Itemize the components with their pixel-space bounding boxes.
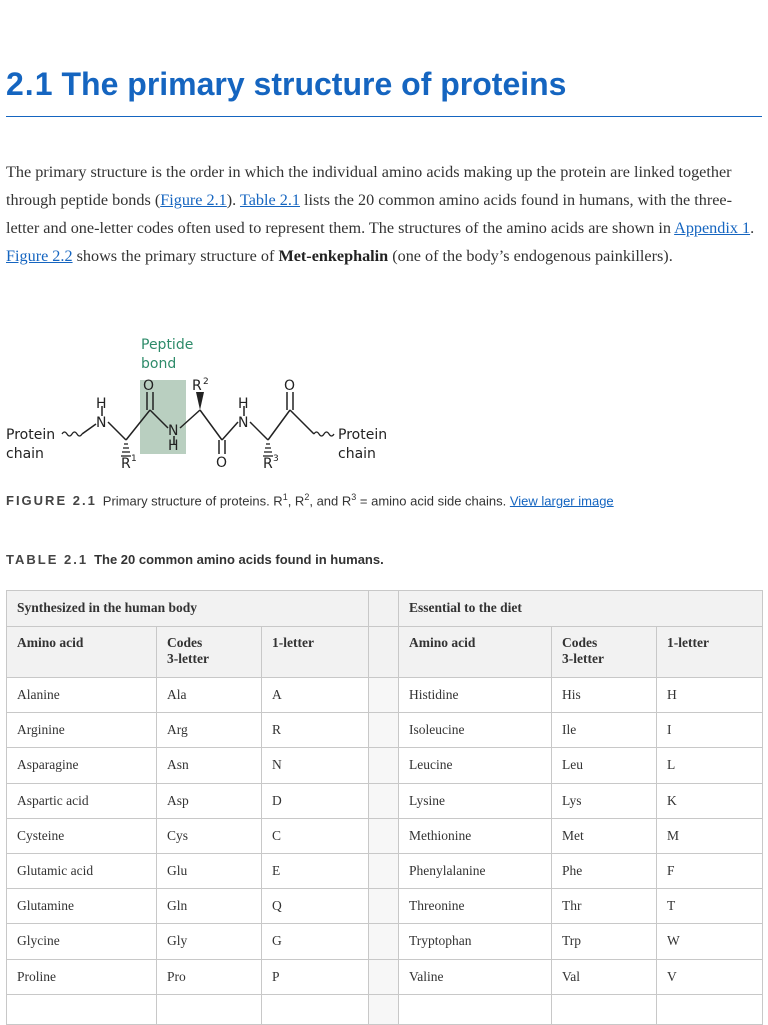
one-letter-code: F — [657, 853, 763, 888]
table-spacer — [369, 889, 399, 924]
svg-text:1: 1 — [131, 454, 137, 464]
amino-acid-name: Phenylalanine — [399, 853, 552, 888]
one-letter-code: L — [657, 748, 763, 783]
svg-text:R: R — [121, 456, 131, 472]
table-spacer — [369, 924, 399, 959]
three-letter-code: Gln — [157, 889, 262, 924]
table-caption — [6, 552, 762, 567]
section-heading — [6, 64, 762, 104]
peptide-structure-diagram — [0, 330, 400, 480]
three-letter-label: 3-letter — [167, 651, 209, 666]
table-spacer — [369, 783, 399, 818]
left-chain-label-2: chain — [6, 446, 44, 462]
three-letter-code: Leu — [552, 748, 657, 783]
table-spacer — [369, 959, 399, 994]
table-caption-text: The 20 common amino acids found in humans. — [94, 552, 384, 567]
intro-paragraph — [6, 158, 762, 270]
table-row — [7, 713, 763, 748]
table-spacer — [369, 818, 399, 853]
table-body — [7, 678, 763, 1025]
paragraph-text: (one of the body’s endogenous painkillers). — [388, 247, 673, 265]
caption-text: , R — [287, 493, 305, 509]
caption-text: = amino acid side chains. — [356, 493, 510, 509]
table-spacer — [369, 748, 399, 783]
one-letter-code: C — [262, 818, 369, 853]
amino-acid-name: Glutamine — [7, 889, 157, 924]
group-header-essential: Essential to the diet — [399, 591, 763, 627]
empty-cell — [157, 994, 262, 1024]
figure-2-2-link[interactable]: Figure 2.2 — [6, 247, 73, 265]
section-number: 2.1 — [6, 66, 54, 102]
caption-sup: 1 — [282, 492, 288, 502]
svg-text:2: 2 — [203, 377, 209, 387]
codes-label: Codes — [167, 635, 203, 650]
right-chain-label-2: chain — [338, 446, 376, 462]
empty-cell — [369, 994, 399, 1024]
paragraph-text: ). — [226, 191, 240, 209]
svg-text:H: H — [168, 438, 179, 454]
amino-acid-name: Arginine — [7, 713, 157, 748]
one-letter-code: Q — [262, 889, 369, 924]
three-letter-code: Val — [552, 959, 657, 994]
paragraph-text: lists the 20 common amino acids found in humans, with the three-letter and one-letter codes often used to represent them. The structures of the amino acids are shown in — [6, 191, 733, 237]
table-row — [7, 853, 763, 888]
paragraph-text: The primary structure is the order in which the individual amino acids making up the protein are linked together through peptide bonds ( — [6, 163, 732, 209]
table-row — [7, 678, 763, 713]
amino-acid-name: Proline — [7, 959, 157, 994]
table-row — [7, 748, 763, 783]
amino-acid-name: Valine — [399, 959, 552, 994]
three-letter-label: 3-letter — [562, 651, 604, 666]
three-letter-code: Thr — [552, 889, 657, 924]
svg-text:R: R — [263, 456, 273, 472]
one-letter-code: E — [262, 853, 369, 888]
col-header-codes — [157, 627, 262, 678]
svg-text:O: O — [216, 455, 228, 471]
col-header-1-letter: 1-letter — [262, 627, 369, 678]
three-letter-code: Met — [552, 818, 657, 853]
table-row — [7, 959, 763, 994]
table-2-1-link[interactable]: Table 2.1 — [239, 191, 300, 209]
right-chain-label-1: Protein — [338, 427, 388, 443]
table-spacer — [369, 591, 399, 627]
col-header-codes — [552, 627, 657, 678]
left-wavy-bond — [62, 432, 82, 436]
col-header-amino-acid: Amino acid — [7, 627, 157, 678]
one-letter-code: P — [262, 959, 369, 994]
three-letter-code: Gly — [157, 924, 262, 959]
caption-text: , and R — [309, 493, 352, 509]
three-letter-code: Ile — [552, 713, 657, 748]
three-letter-code: Cys — [157, 818, 262, 853]
one-letter-code: D — [262, 783, 369, 818]
empty-cell — [7, 994, 157, 1024]
table-row-empty — [7, 994, 763, 1024]
one-letter-code: T — [657, 889, 763, 924]
amino-acid-table — [6, 590, 763, 1025]
view-larger-image-link[interactable]: View larger image — [509, 493, 614, 509]
amino-acid-name: Histidine — [399, 678, 552, 713]
empty-cell — [399, 994, 552, 1024]
left-chain-label-1: Protein — [6, 427, 56, 443]
amino-acid-name: Aspartic acid — [7, 783, 157, 818]
three-letter-code: Phe — [552, 853, 657, 888]
one-letter-code: G — [262, 924, 369, 959]
table-spacer — [369, 678, 399, 713]
col-header-1-letter: 1-letter — [657, 627, 763, 678]
one-letter-code: A — [262, 678, 369, 713]
amino-acid-name: Alanine — [7, 678, 157, 713]
group-header-synthesized: Synthesized in the human body — [7, 591, 369, 627]
table-row — [7, 924, 763, 959]
peptide-structure-figure — [0, 330, 400, 480]
table-spacer — [369, 713, 399, 748]
caption-sup: 3 — [351, 492, 357, 502]
three-letter-code: Arg — [157, 713, 262, 748]
empty-cell — [262, 994, 369, 1024]
caption-sup: 2 — [304, 492, 310, 502]
three-letter-code: Lys — [552, 783, 657, 818]
section-title: The primary structure of proteins — [61, 66, 567, 102]
table-spacer — [369, 627, 399, 678]
peptide-label-1: Peptide — [141, 337, 194, 353]
caption-text: Primary structure of proteins. R — [102, 493, 283, 509]
codes-label: Codes — [562, 635, 598, 650]
svg-text:N: N — [168, 423, 179, 439]
one-letter-code: V — [657, 959, 763, 994]
amino-acid-name: Leucine — [399, 748, 552, 783]
amino-acid-name: Tryptophan — [399, 924, 552, 959]
wedge-bond — [196, 392, 204, 410]
svg-text:3: 3 — [273, 454, 279, 464]
table-row — [7, 818, 763, 853]
three-letter-code: Pro — [157, 959, 262, 994]
amino-acid-name: Isoleucine — [399, 713, 552, 748]
col-header-amino-acid: Amino acid — [399, 627, 552, 678]
figure-2-1-link[interactable]: Figure 2.1 — [160, 191, 227, 209]
svg-text:H: H — [96, 396, 107, 412]
svg-text:O: O — [143, 378, 155, 394]
amino-acid-name: Threonine — [399, 889, 552, 924]
heading-divider — [6, 116, 762, 117]
paragraph-text: . — [750, 219, 755, 237]
atom-labels — [96, 377, 295, 472]
three-letter-code: Asn — [157, 748, 262, 783]
figure-caption — [6, 492, 762, 508]
met-enkephalin-term: Met-enkephalin — [278, 247, 389, 265]
figure-caption-label: FIGURE 2.1 — [6, 493, 97, 509]
amino-acid-name: Asparagine — [7, 748, 157, 783]
backbone-bonds — [82, 392, 314, 454]
amino-acid-name: Methionine — [399, 818, 552, 853]
amino-acid-name: Lysine — [399, 783, 552, 818]
one-letter-code: K — [657, 783, 763, 818]
one-letter-code: W — [657, 924, 763, 959]
one-letter-code: I — [657, 713, 763, 748]
svg-text:N: N — [96, 415, 107, 431]
appendix-1-link[interactable]: Appendix 1 — [674, 219, 751, 237]
three-letter-code: Glu — [157, 853, 262, 888]
table-row — [7, 783, 763, 818]
one-letter-code: R — [262, 713, 369, 748]
amino-acid-name: Glutamic acid — [7, 853, 157, 888]
svg-text:R: R — [192, 378, 202, 394]
table-row — [7, 889, 763, 924]
three-letter-code: His — [552, 678, 657, 713]
three-letter-code: Asp — [157, 783, 262, 818]
amino-acid-name: Glycine — [7, 924, 157, 959]
paragraph-text: shows the primary structure of — [72, 247, 279, 265]
one-letter-code: N — [262, 748, 369, 783]
empty-cell — [657, 994, 763, 1024]
svg-text:H: H — [238, 396, 249, 412]
svg-text:O: O — [284, 378, 296, 394]
three-letter-code: Ala — [157, 678, 262, 713]
table-caption-label: TABLE 2.1 — [6, 552, 89, 567]
one-letter-code: M — [657, 818, 763, 853]
amino-acid-name: Cysteine — [7, 818, 157, 853]
three-letter-code: Trp — [552, 924, 657, 959]
right-wavy-bond — [314, 432, 334, 436]
one-letter-code: H — [657, 678, 763, 713]
table-spacer — [369, 853, 399, 888]
svg-text:N: N — [238, 415, 249, 431]
peptide-label-2: bond — [141, 356, 177, 372]
empty-cell — [552, 994, 657, 1024]
